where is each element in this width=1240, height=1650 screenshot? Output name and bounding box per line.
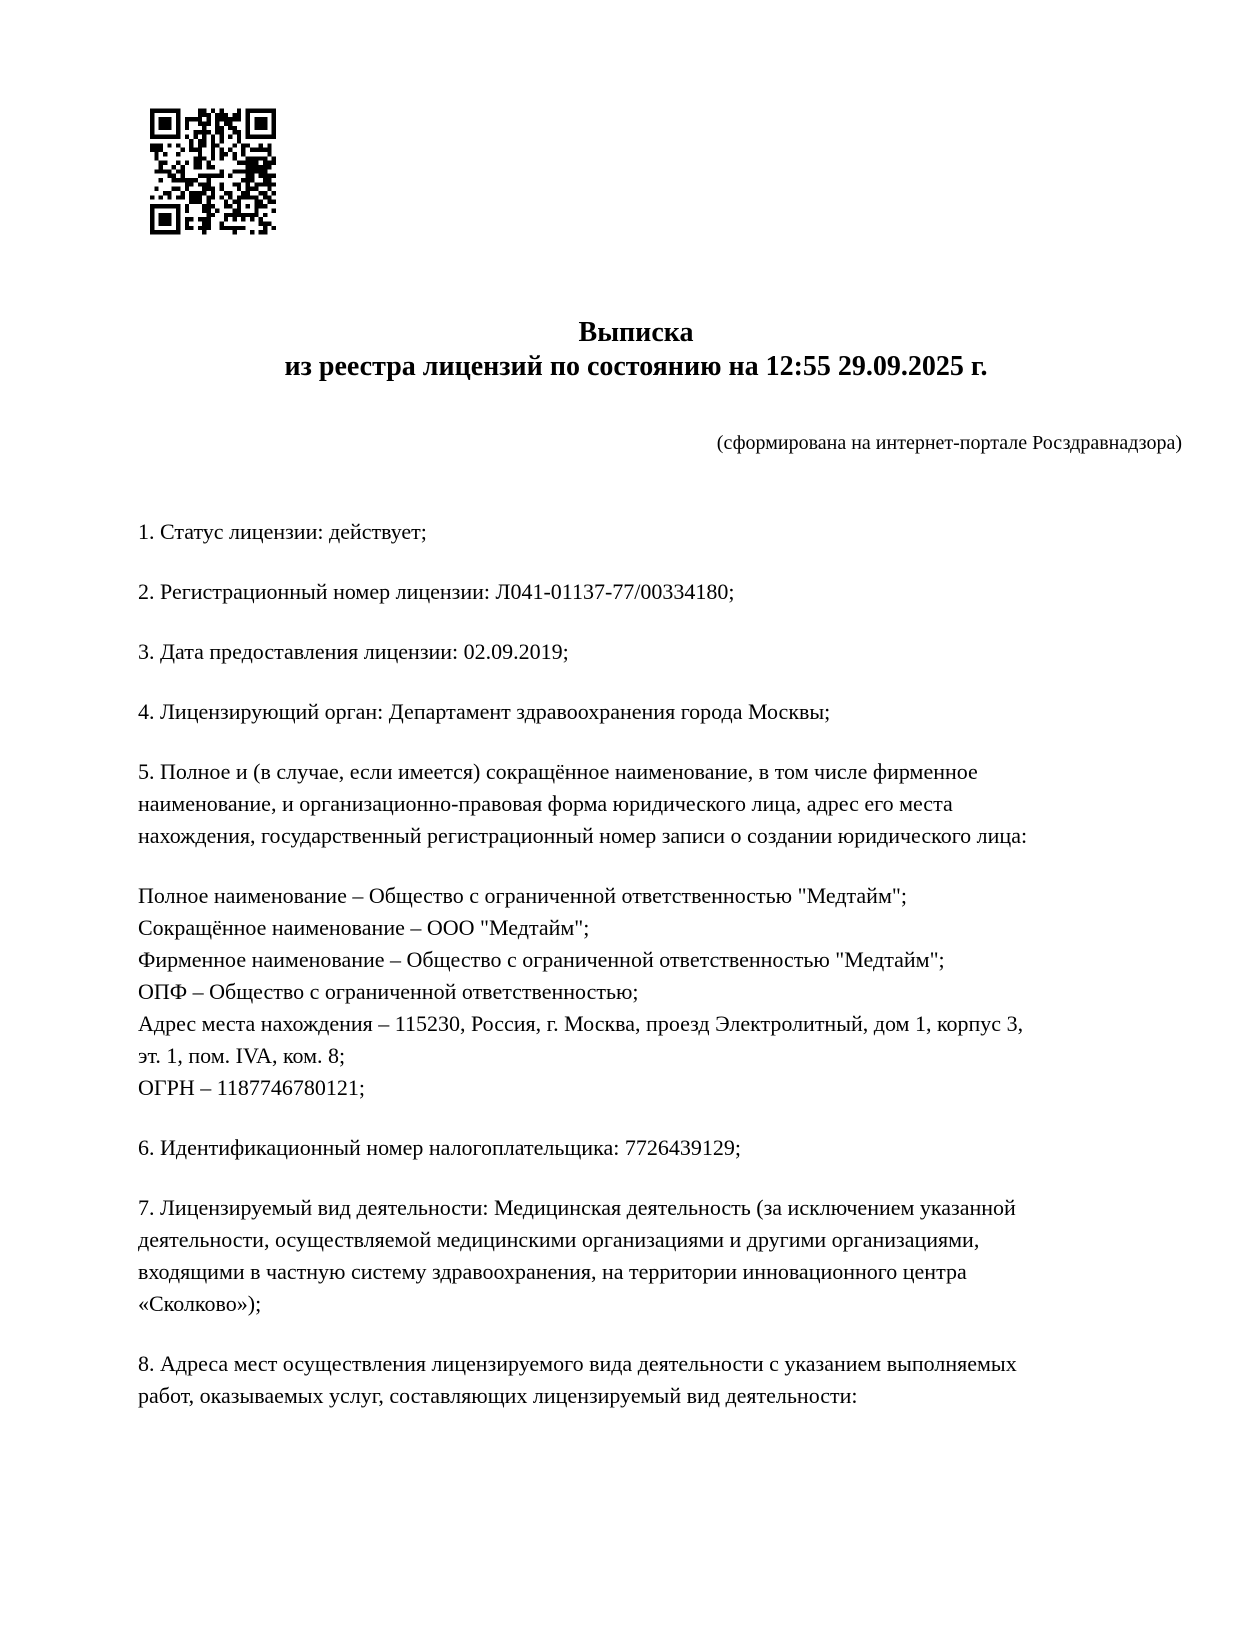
text-line: работ, оказываемых услуг, составляющих лицензируемый вид деятельности: — [138, 1383, 858, 1408]
text-line: «Сколково»); — [138, 1291, 262, 1316]
text-line: ОГРН – 1187746780121; — [138, 1075, 366, 1100]
text-line: Фирменное наименование – Общество с ограниченной ответственностью "Медтайм"; — [138, 947, 945, 972]
paragraph — [138, 516, 1190, 548]
text-line: Полное наименование – Общество с ограниченной ответственностью "Медтайм"; — [138, 883, 907, 908]
paragraph — [138, 880, 1190, 1104]
text-line: 2. Регистрационный номер лицензии: Л041-01137-77/00334180; — [138, 579, 735, 604]
text-line: Адрес места нахождения – 115230, Россия, г. Москва, проезд Электролитный, дом 1, корпус 3, — [138, 1011, 1024, 1036]
text-line: 1. Статус лицензии: действует; — [138, 519, 427, 544]
paragraph — [138, 1132, 1190, 1164]
text-line: 6. Идентификационный номер налогоплательщика: 7726439129; — [138, 1135, 741, 1160]
title-line-1: Выписка — [578, 317, 694, 348]
paragraph — [138, 756, 1190, 852]
text-line: ОПФ – Общество с ограниченной ответственностью; — [138, 979, 639, 1004]
text-line: Сокращённое наименование – ООО "Медтайм"; — [138, 915, 590, 940]
text-line: входящими в частную систему здравоохранения, на территории инновационного центра — [138, 1259, 967, 1284]
text-line: нахождения, государственный регистрационный номер записи о создании юридического лица: — [138, 823, 1028, 848]
text-line: 3. Дата предоставления лицензии: 02.09.2019; — [138, 639, 569, 664]
paragraph — [138, 1192, 1190, 1320]
title-line-2: из реестра лицензий по состоянию на 12:55 29.09.2025 г. — [284, 351, 988, 382]
document-subtitle: (сформирована на интернет-портале Росздравнадзора) — [716, 432, 1182, 454]
text-line: 5. Полное и (в случае, если имеется) сокращённое наименование, в том числе фирменное — [138, 759, 978, 784]
text-line: эт. 1, пом. IVA, ком. 8; — [138, 1043, 346, 1068]
paragraph-list — [138, 516, 1190, 1440]
text-line: наименование, и организационно-правовая форма юридического лица, адрес его места — [138, 791, 953, 816]
paragraph — [138, 636, 1190, 668]
document-title — [138, 316, 1134, 384]
paragraph — [138, 1348, 1190, 1412]
text-line: 7. Лицензируемый вид деятельности: Медицинская деятельность (за исключением указанной — [138, 1195, 1016, 1220]
qr-code-icon — [150, 108, 276, 235]
text-line: 4. Лицензирующий орган: Департамент здравоохранения города Москвы; — [138, 699, 831, 724]
paragraph — [138, 576, 1190, 608]
text-line: 8. Адреса мест осуществления лицензируемого вида деятельности с указанием выполняемых — [138, 1351, 1017, 1376]
paragraph — [138, 696, 1190, 728]
text-line: деятельности, осуществляемой медицинскими организациями и другими организациями, — [138, 1227, 980, 1252]
